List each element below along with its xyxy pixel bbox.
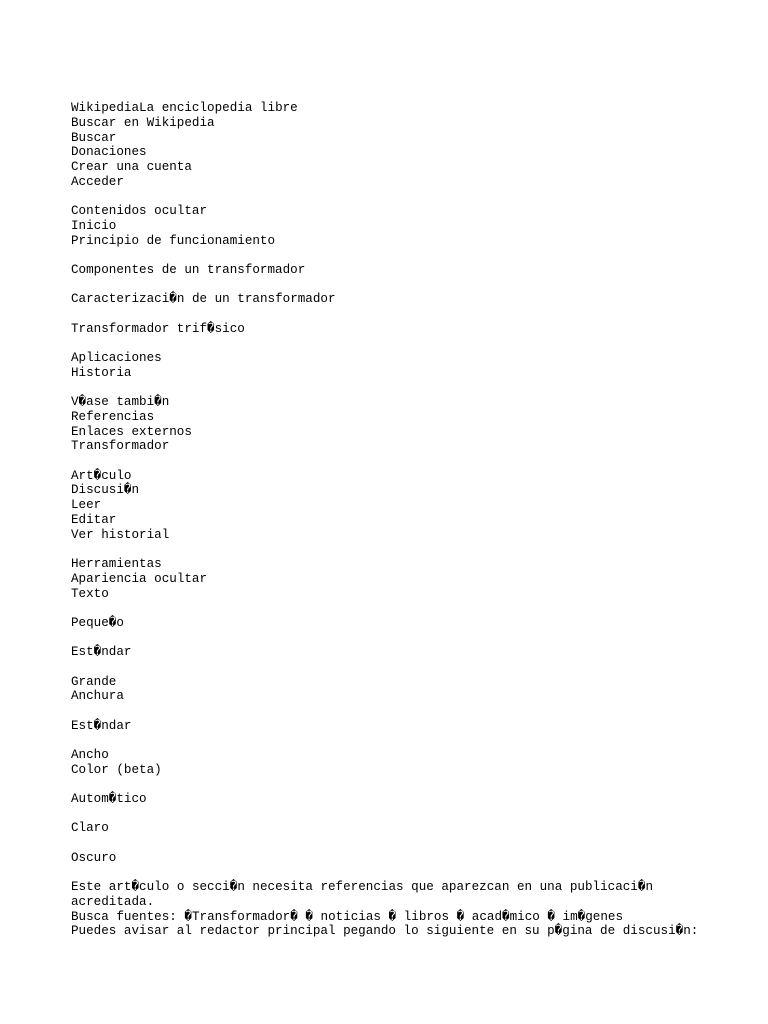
toc-item-enlaces[interactable]: Enlaces externos (71, 424, 192, 439)
text-size-label: Texto (71, 586, 109, 601)
text-size-small-option[interactable]: Peque�o (71, 615, 124, 630)
article-page (71, 101, 731, 939)
toc-item-inicio[interactable]: Inicio (71, 218, 117, 233)
separator: � (456, 909, 465, 924)
spacer (71, 660, 731, 675)
appearance-title: Apariencia (71, 571, 147, 586)
separator: � (388, 909, 397, 924)
login-link[interactable]: Acceder (71, 174, 124, 189)
color-auto-option[interactable]: Autom�tico (71, 792, 147, 807)
tab-read[interactable]: Leer (71, 498, 102, 513)
toc-item-historia[interactable]: Historia (71, 365, 132, 380)
toc-title: Contenidos (71, 204, 147, 219)
separator: � (547, 909, 555, 924)
spacer (71, 336, 731, 351)
appearance-hide-button[interactable]: ocultar (154, 571, 208, 586)
toc-item-aplicaciones[interactable]: Aplicaciones (71, 350, 162, 365)
text-size-standard-option[interactable]: Est�ndar (71, 645, 132, 660)
toc-item-componentes[interactable]: Componentes de un transformador (71, 262, 306, 277)
page-title: Transformador (71, 439, 170, 454)
tab-talk[interactable]: Discusi�n (71, 483, 140, 498)
images-link[interactable]: im�genes (562, 909, 624, 924)
tab-article[interactable]: Art�culo (71, 468, 132, 483)
spacer (71, 190, 731, 205)
toc-hide-button[interactable]: ocultar (154, 204, 208, 219)
toc-item-caracterizacion[interactable]: Caracterizaci�n de un transformador (71, 292, 336, 307)
spacer (71, 807, 731, 822)
site-header-logo[interactable] (71, 101, 731, 116)
toc-heading (71, 204, 731, 219)
search-query-link[interactable]: �Transformador� (184, 909, 298, 924)
spacer (71, 631, 731, 646)
tab-history[interactable]: Ver historial (71, 527, 170, 542)
spacer (71, 248, 731, 263)
spacer (71, 866, 731, 881)
find-sources-label: Busca fuentes: (71, 909, 177, 924)
warn-editor-text: Puedes avisar al redactor principal pegando lo siguiente en su p�gina de discusi�n: (71, 924, 699, 939)
toc-item-trifasico[interactable]: Transformador trif�sico (71, 321, 245, 336)
color-dark-option[interactable]: Oscuro (71, 850, 117, 865)
tools-menu-button[interactable]: Herramientas (71, 557, 162, 571)
tagline: La enciclopedia libre (139, 101, 298, 115)
spacer (71, 542, 731, 557)
spacer (71, 601, 731, 616)
references-notice-text: Este art�culo o secci�n necesita referencias que aparezcan en una publicaci�n acreditada. (71, 880, 661, 909)
spacer (71, 278, 731, 293)
text-size-large-option[interactable]: Grande (71, 674, 117, 689)
toc-item-principio[interactable]: Principio de funcionamiento (71, 233, 276, 248)
news-link[interactable]: noticias (320, 909, 381, 924)
spacer (71, 704, 731, 719)
spacer (71, 777, 731, 792)
toc-item-referencias[interactable]: Referencias (71, 409, 155, 424)
create-account-link[interactable]: Crear una cuenta (71, 160, 192, 174)
wordmark[interactable]: Wikipedia (71, 101, 140, 115)
donate-link[interactable]: Donaciones (71, 145, 147, 160)
spacer (71, 307, 731, 322)
tab-edit[interactable]: Editar (71, 512, 117, 527)
separator: � (305, 909, 313, 924)
academic-link[interactable]: acad�mico (471, 909, 540, 924)
toc-item-vease[interactable]: V�ase tambi�n (71, 395, 170, 410)
width-standard-option[interactable]: Est�ndar (71, 718, 132, 733)
books-link[interactable]: libros (403, 909, 450, 924)
color-label: Color (beta) (71, 762, 162, 777)
spacer (71, 380, 731, 395)
appearance-heading (71, 572, 731, 587)
search-input[interactable]: Buscar en Wikipedia (71, 115, 215, 130)
spacer (71, 733, 731, 748)
spacer (71, 454, 731, 469)
spacer (71, 836, 731, 851)
width-label: Anchura (71, 689, 124, 704)
width-wide-option[interactable]: Ancho (71, 747, 109, 762)
find-sources-line (71, 910, 731, 925)
color-light-option[interactable]: Claro (71, 821, 109, 836)
search-button[interactable]: Buscar (71, 130, 117, 145)
